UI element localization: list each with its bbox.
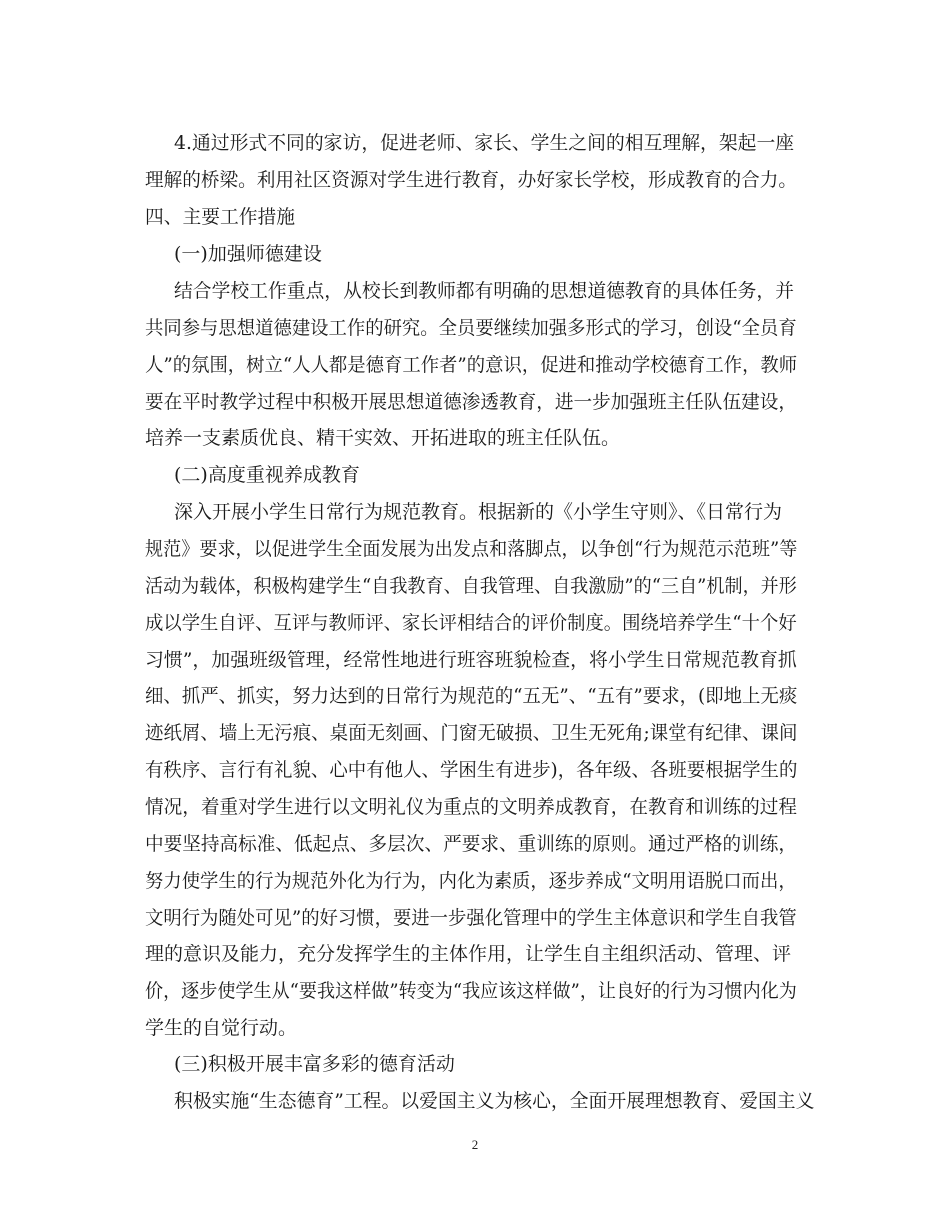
text-line: 习惯”，加强班级管理，经常性地进行班容班貌检查，将小学生日常规范教育抓	[145, 649, 797, 671]
text-line: 要在平时教学过程中积极开展思想道德渗透教育，进一步加强班主任队伍建设，	[145, 391, 798, 413]
text-line: 价，逐步使学生从“要我这样做”转变为“我应该这样做”，让良好的行为习惯内化为	[145, 980, 797, 1002]
text-line: 努力使学生的行为规范外化为行为，内化为素质，逐步养成“文明用语脱口而出，	[145, 870, 797, 892]
text-line: 积极实施“生态德育”工程。以爱国主义为核心，全面开展理想教育、爱国主义	[174, 1090, 815, 1112]
text-line: 4.通过形式不同的家访，促进老师、家长、学生之间的相互理解，架起一座	[174, 132, 795, 154]
text-line: (一)加强师德建设	[174, 243, 322, 265]
text-line: 人”的氛围，树立“人人都是德育工作者”的意识，促进和推动学校德育工作，教师	[145, 354, 798, 376]
text-line: 共同参与思想道德建设工作的研究。全员要继续加强多形式的学习，创设“全员育	[145, 317, 797, 339]
text-line: 结合学校工作重点，从校长到教师都有明确的思想道德教育的具体任务，并	[174, 280, 794, 302]
text-line: 中要坚持高标准、低起点、多层次、严要求、重训练的原则。通过严格的训练，	[145, 833, 798, 855]
text-line: 成以学生自评、互评与教师评、家长评相结合的评价制度。围绕培养学生“十个好	[145, 612, 797, 634]
text-line: (二)高度重视养成教育	[174, 464, 360, 486]
text-line: 细、抓严、抓实，努力达到的日常行为规范的“五无”、“五有”要求，(即地上无痰	[145, 685, 798, 707]
text-line: 四、主要工作措施	[145, 206, 296, 228]
text-line: 活动为载体，积极构建学生“自我教育、自我管理、自我激励”的“三自”机制，并形	[145, 575, 797, 597]
text-line: 理的意识及能力，充分发挥学生的主体作用，让学生自主组织活动、管理、评	[145, 943, 792, 965]
text-line: 学生的自觉行动。	[145, 1017, 298, 1039]
text-line: 迹纸屑、墙上无污痕、桌面无刻画、门窗无破损、卫生无死角;课堂有纪律、课间	[145, 722, 798, 744]
text-line: 有秩序、言行有礼貌、心中有他人、学困生有进步)，各年级、各班要根据学生的	[145, 759, 798, 781]
page-number: 2	[471, 1137, 479, 1152]
text-line: 情况，着重对学生进行以文明礼仪为重点的文明养成教育，在教育和训练的过程	[145, 796, 798, 818]
text-line: 文明行为随处可见”的好习惯，要进一步强化管理中的学生主体意识和学生自我管	[145, 907, 797, 929]
text-line: 理解的桥梁。利用社区资源对学生进行教育，办好家长学校，形成教育的合力。	[145, 169, 798, 191]
text-line: (三)积极开展丰富多彩的德育活动	[174, 1053, 455, 1075]
text-line: 规范》要求，以促进学生全面发展为出发点和落脚点，以争创“行为规范示范班”等	[145, 538, 798, 560]
text-line: 深入开展小学生日常行为规范教育。根据新的《小学生守则》、《日常行为	[174, 501, 783, 523]
text-line: 培养一支素质优良、精干实效、开拓进取的班主任队伍。	[145, 427, 621, 449]
